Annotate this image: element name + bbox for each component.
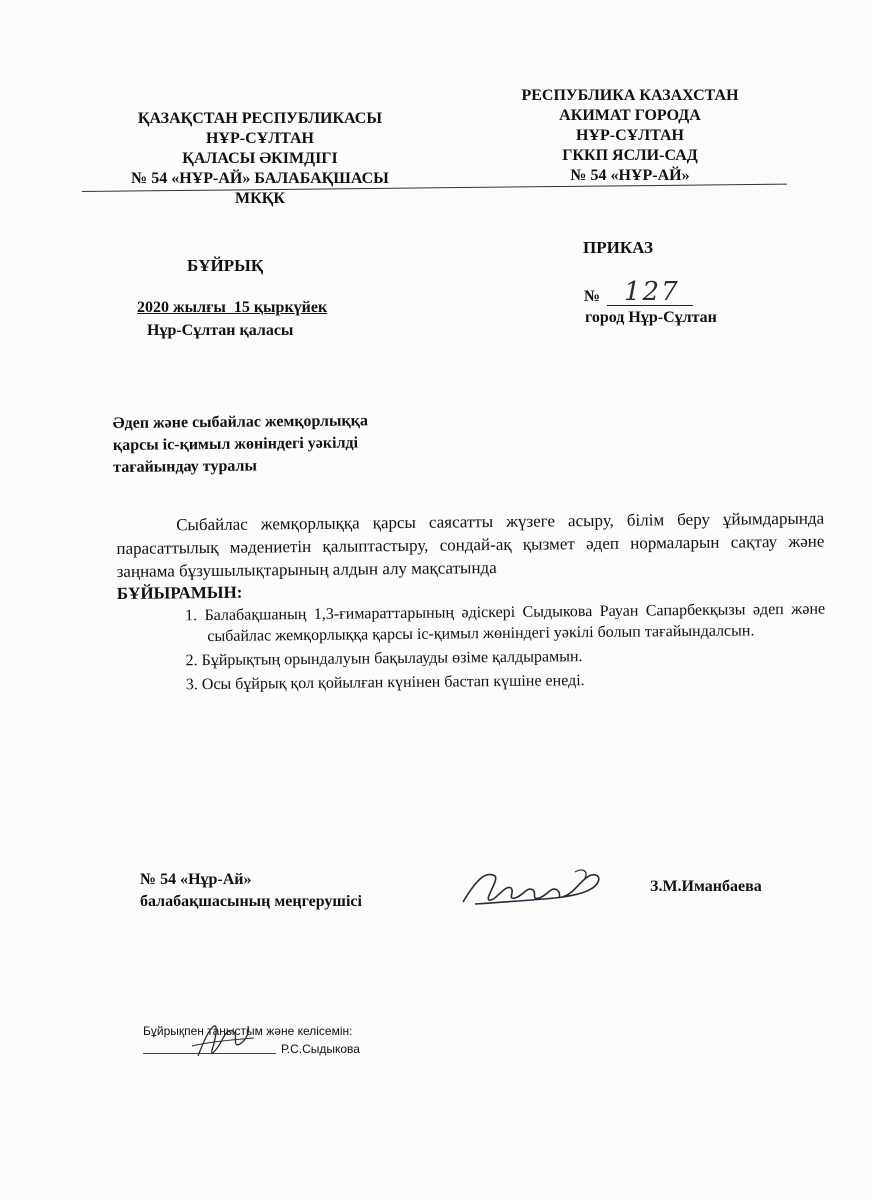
order-city-ru: город Нұр-Сұлтан [585,309,717,326]
order-title-ru: ПРИКАЗ [583,238,653,257]
order-item: 3. Осы бұйрық қол қойылған күнінен бастап күшіне енеді. [185,672,585,694]
header-right-line: НҰР-СҰЛТАН [575,127,684,144]
header-left-line: № 54 «НҰР-АЙ» БАЛАБАҚШАСЫ [131,170,389,187]
signature-position-line: № 54 «Нұр-Ай» [140,871,252,888]
header-left-line: МКҚК [235,190,285,207]
header-left-line: ҚАЗАҚСТАН РЕСПУБЛИКАСЫ [137,110,383,127]
order-item: 1. Балабақшаның 1,3-ғимараттарының әдіскері Сыдыкова Рауан Сапарбекқызы әдеп және сыбайлас жемқорлыққа қарсы іс-қимыл жөніндегі уәкілі болып тағайындалсын. [185,600,826,646]
header-left-line: ҚАЛАСЫ ӘКІМДІГІ [182,150,338,167]
header-right-line: РЕСПУБЛИКА КАЗАХСТАН [521,87,739,104]
handwritten-signature [455,862,615,910]
subject-line: қарсы іс-қимыл жөніндегі уәкілді [112,434,359,454]
header-right-line: ГККП ЯСЛИ-САД [562,147,698,164]
header-right [470,86,790,186]
order-number: 127 [624,277,680,307]
order-items [117,599,826,696]
header-right-line: АКИМАТ ГОРОДА [559,107,701,124]
acknowledgement-text: Бұйрықпен таныстым және келісемін: [143,1024,353,1038]
subject-line: тағайындау туралы [113,457,257,476]
order-word: БҰЙЫРАМЫН: [116,582,243,604]
header-left [100,109,420,209]
signature-position [140,869,362,913]
header-right-line: № 54 «НҰР-АЙ» [570,167,690,184]
order-subject [113,410,369,479]
body-preamble: Сыбайлас жемқорлыққа қарсы саясатты жүзеге асыру, білім беру ұйымдарында парасаттылық мәдениетін қалыптастыру, сондай-ақ қызмет әдеп нормаларын сақтау және заңнама бұзушылықтарының алдын алу мақсатында [116,508,825,582]
order-item: 2. Бұйрықтың орындалуын бақылауды өзіме қалдырамын. [185,648,583,670]
order-city-kz: Нұр-Сұлтан қаласы [147,322,294,339]
acknowledgement-signature [188,1018,258,1064]
signature-position-line: балабақшасының меңгерушісі [140,893,362,910]
order-title-kz: БҰЙРЫҚ [187,256,264,275]
signature-name: З.М.Иманбаева [650,878,762,895]
order-number-prefix: № [584,288,601,305]
header-left-line: НҰР-СҰЛТАН [205,130,314,147]
order-date: 2020 жылғы 15 қыркүйек [137,299,328,316]
order-body [116,507,826,696]
acknowledgement-name: Р.С.Сыдыкова [281,1042,360,1056]
subject-line: Әдеп және сыбайлас жемқорлыққа [112,412,369,433]
